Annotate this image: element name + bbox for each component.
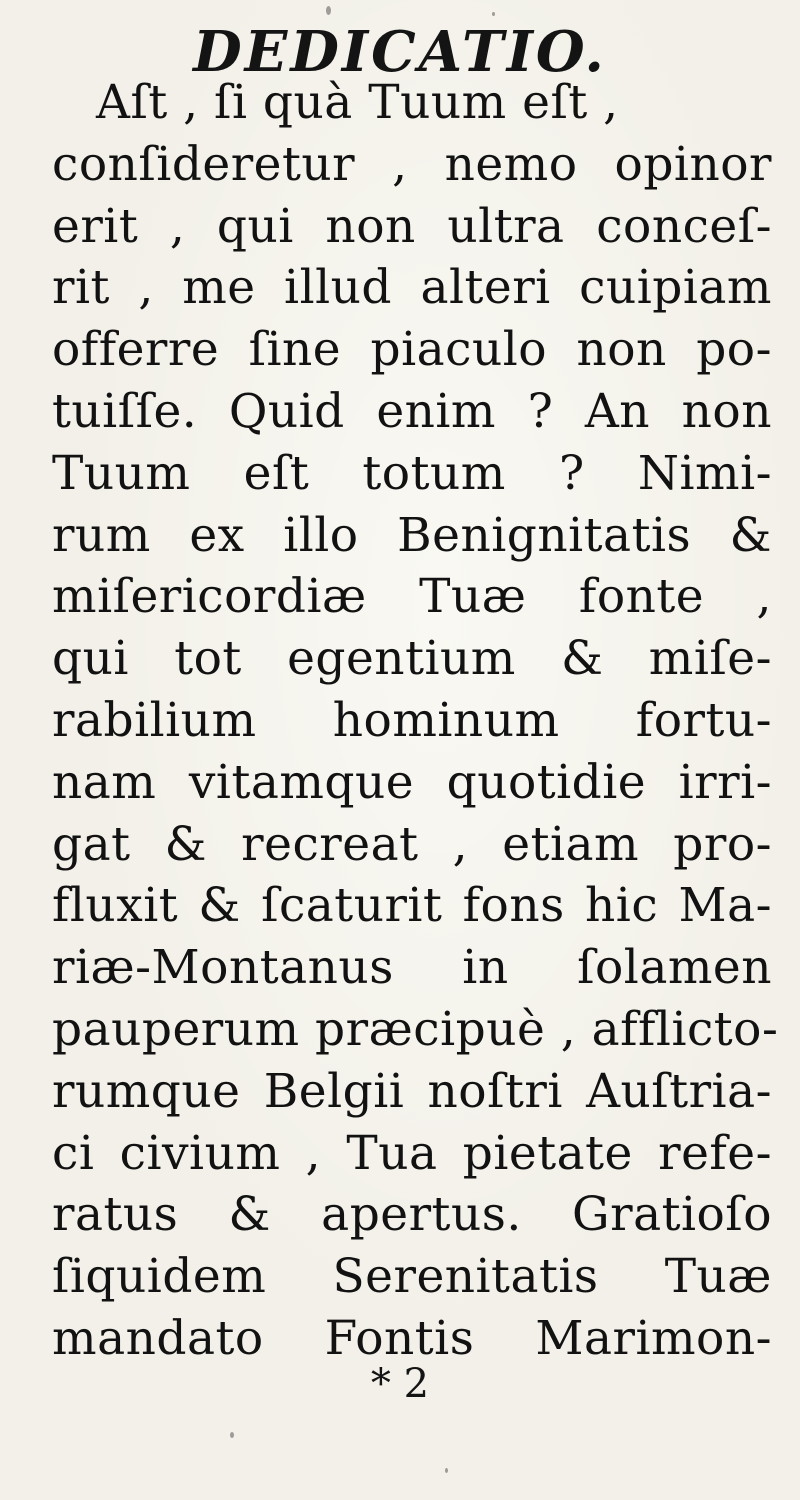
text-line: nam vitamque quotidie irri- <box>52 754 772 810</box>
ink-speck <box>326 6 331 15</box>
text-line: mandato Fontis Marimon- <box>52 1310 772 1366</box>
text-line: pauperum præcipuè , afflicto- <box>52 1001 779 1057</box>
text-line: Tuum eſt totum ? Nimi- <box>52 445 772 501</box>
text-line: fluxit & ſcaturit fons hic Ma- <box>52 878 772 934</box>
text-line: ci civium , Tua pietate refe- <box>52 1125 772 1181</box>
text-line: rumque Belgii noſtri Auſtria- <box>52 1063 772 1119</box>
ink-speck <box>492 12 495 16</box>
text-line: rit , me illud alteri cuipiam <box>52 260 772 316</box>
text-line: ſiquidem Serenitatis Tuæ <box>52 1249 772 1305</box>
text-line: rum ex illo Benignitatis & <box>52 507 772 563</box>
dedication-text <box>52 72 779 1370</box>
text-line: riæ-Montanus in ſolamen <box>52 940 772 996</box>
page-header: DEDICATIO. <box>193 19 607 85</box>
text-line: rabilium hominum fortu- <box>52 692 772 748</box>
text-line: offerre ſine piaculo non po- <box>52 322 772 378</box>
text-line: ratus & apertus. Gratioſo <box>52 1187 772 1243</box>
text-line: conſideretur , nemo opinor <box>52 136 772 192</box>
ink-speck <box>230 1432 234 1438</box>
text-line: miſericordiæ Tuæ fonte , <box>52 569 772 625</box>
ink-speck <box>445 1468 448 1473</box>
text-line: Aſt , ſi quà Tuum eſt , <box>96 75 619 130</box>
text-line: tuiſſe. Quid enim ? An non <box>52 383 772 439</box>
text-line: gat & recreat , etiam pro- <box>52 816 772 872</box>
signature-mark: * 2 <box>370 1361 430 1407</box>
text-line: erit , qui non ultra conceſ- <box>52 198 772 254</box>
text-line: qui tot egentium & miſe- <box>52 631 772 687</box>
